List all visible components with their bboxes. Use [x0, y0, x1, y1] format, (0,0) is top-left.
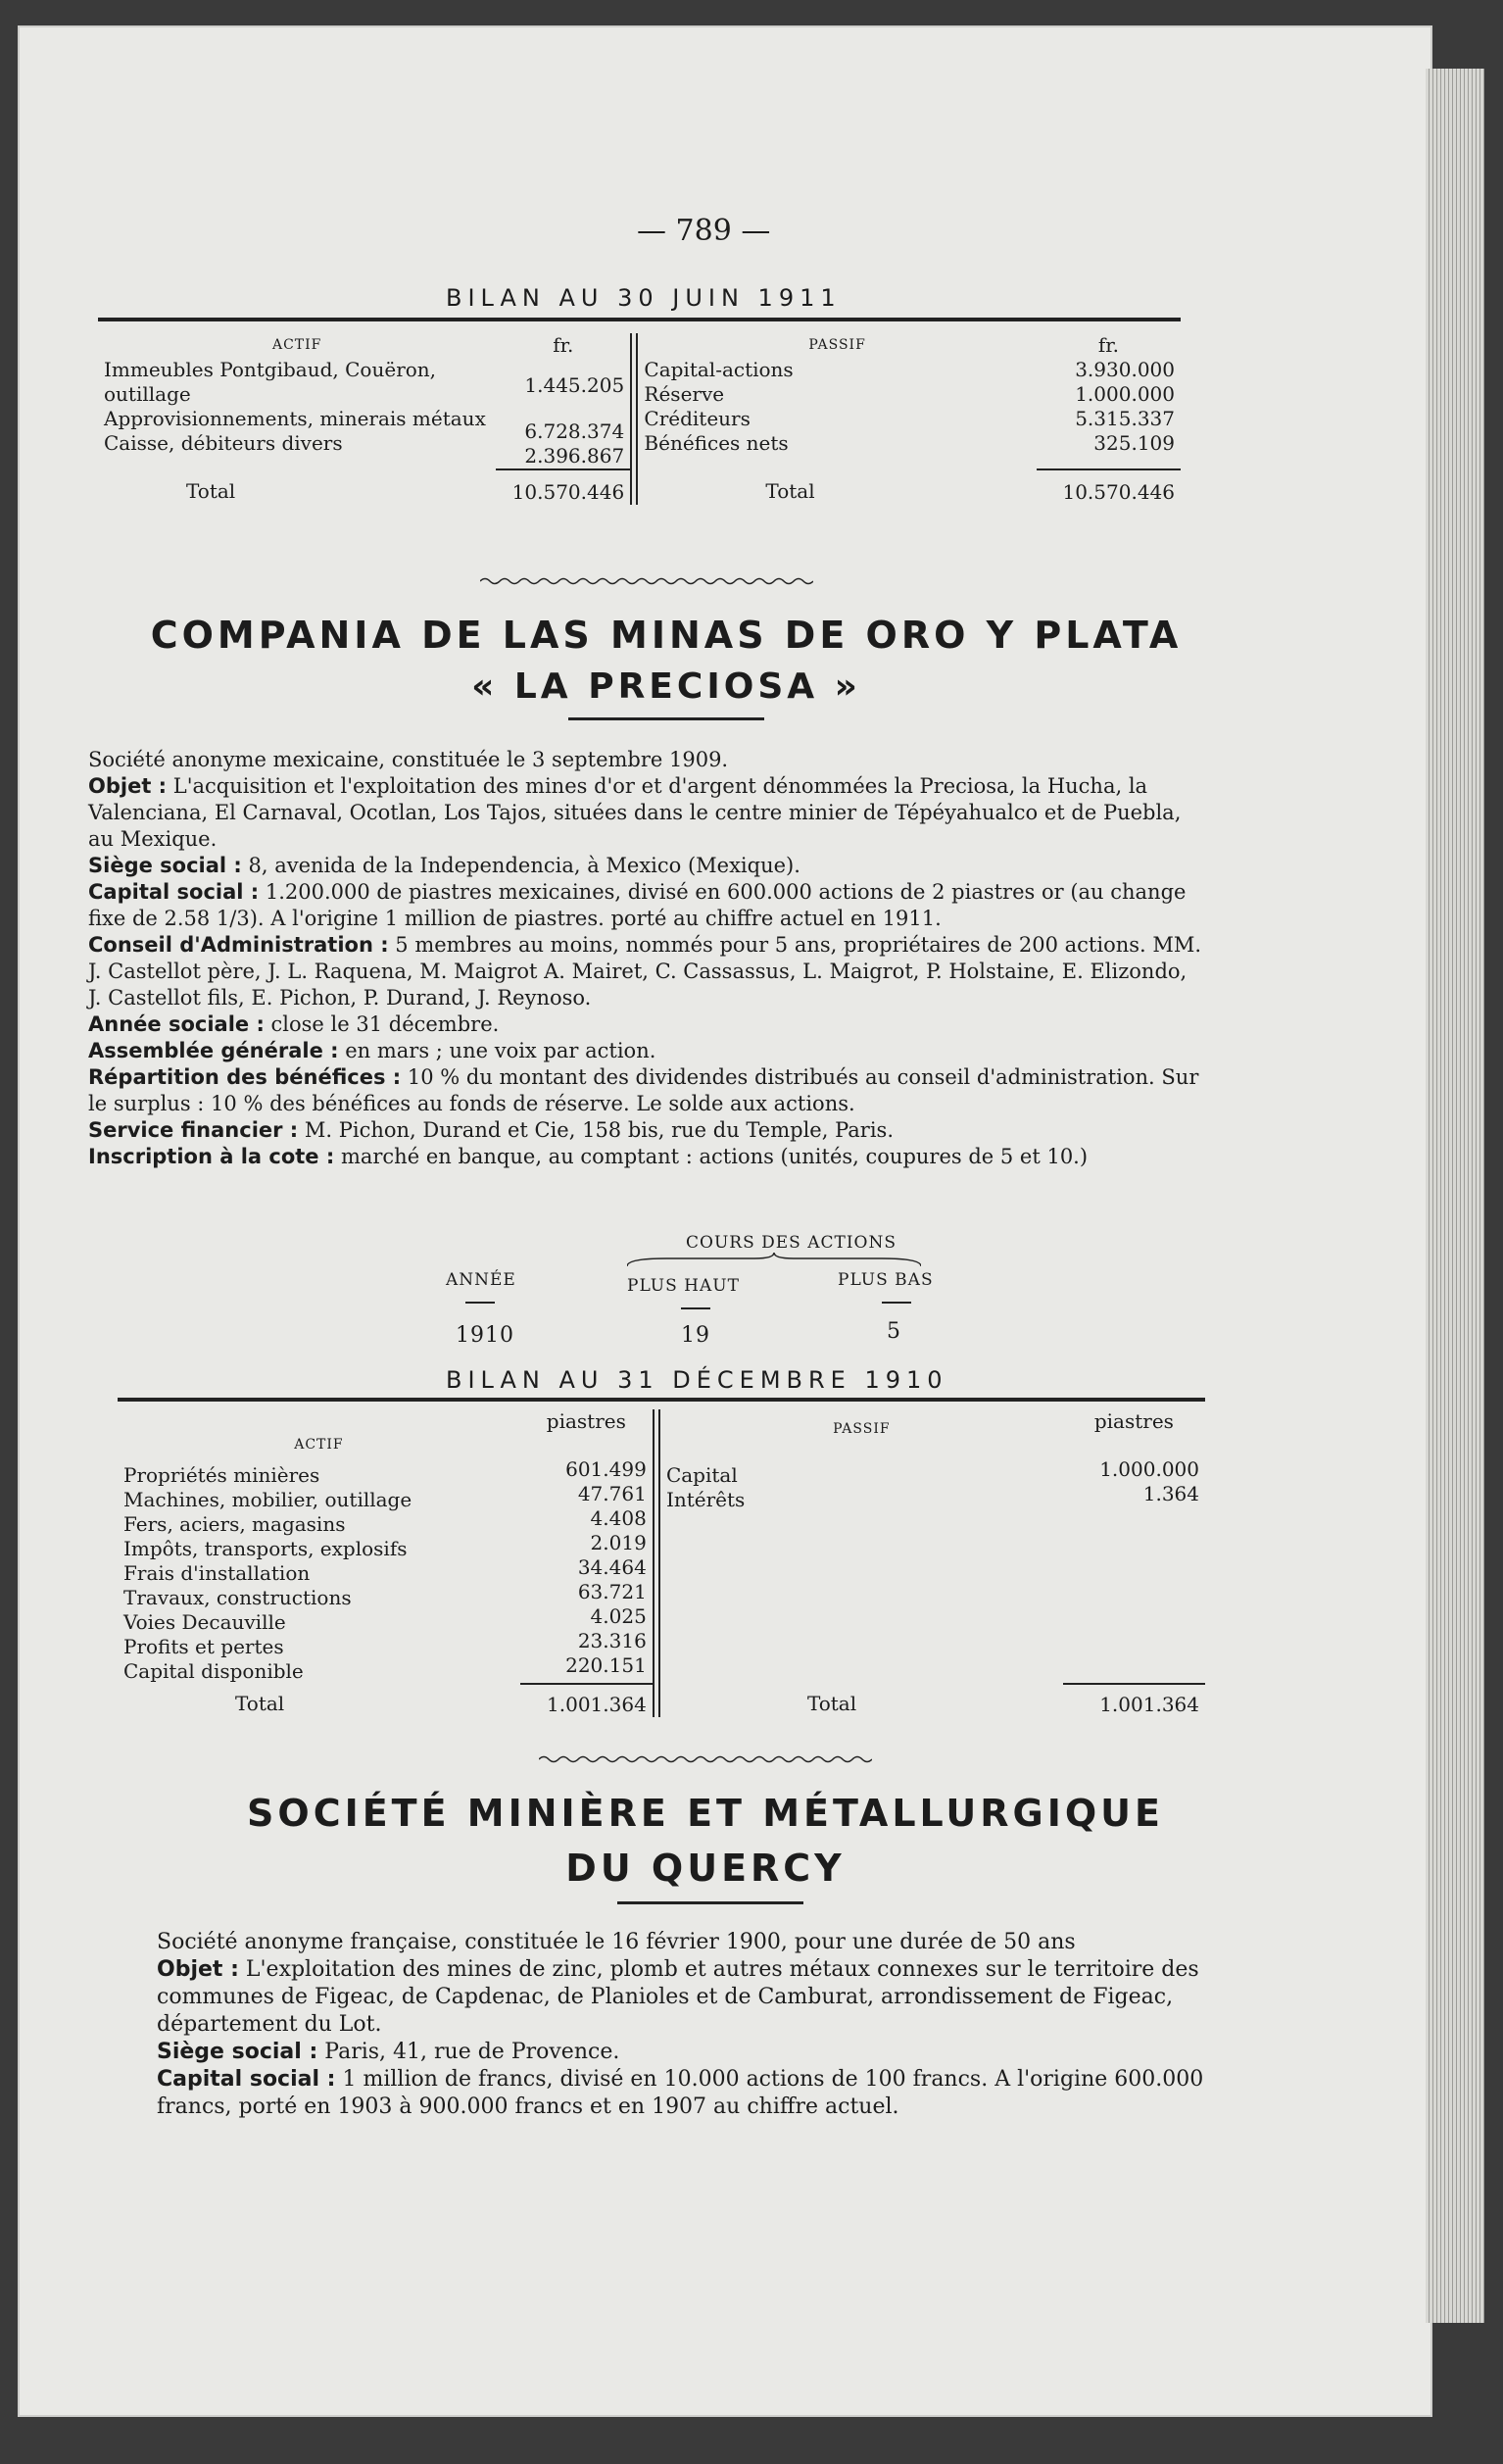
bilan-2-actif-value: 2.019 — [590, 1531, 647, 1554]
bilan-2-passif-total: 1.001.364 — [1063, 1684, 1205, 1717]
bilan-1-passif-head: PASSIF — [808, 337, 866, 353]
bilan-1-actif-label: Approvisionnements, minerais métaux — [104, 407, 486, 430]
cours-col-haut: PLUS HAUT — [627, 1276, 740, 1296]
bilan-2-actif-label: Capital disponible — [123, 1659, 304, 1683]
cours-annee-value: 1910 — [456, 1323, 514, 1348]
cours-title: COURS DES ACTIONS — [686, 1233, 897, 1253]
bilan-1-top-rule — [98, 318, 1181, 321]
bilan-2-actif-label: Travaux, constructions — [123, 1586, 352, 1609]
bilan-2-actif-value: 601.499 — [565, 1457, 647, 1481]
bilan-2-actif-head: ACTIF — [294, 1437, 344, 1453]
company-2-name-line2: DU QUERCY — [565, 1847, 846, 1890]
bilan-2-passif-label: Capital — [665, 1463, 738, 1487]
bilan-1-passif-label: Réserve — [644, 382, 725, 406]
company-2-field-objet: Objet : L'exploitation des mines de zinc, plomb et autres métaux connexes sur le territoire des communes de Figeac, de Capdenac, de Planioles et de Camburat, arrondissement de Figeac, département du Lot. — [157, 1957, 1199, 2037]
bilan-1-table — [98, 333, 1181, 505]
separator-wave-2 — [539, 1754, 872, 1764]
bilan-1-actif-label: Caisse, débiteurs divers — [104, 431, 343, 455]
bilan-1-actif-total-label: Total — [186, 479, 236, 503]
company-1-field-siege: Siège social : 8, avenida de la Independencia, à Mexico (Mexique). — [88, 854, 800, 877]
cours-dash — [882, 1302, 911, 1304]
bilan-1-passif-total: 10.570.446 — [1037, 469, 1181, 505]
bilan-1-actif-value: 6.728.374 — [524, 419, 625, 443]
bilan-1-actif-label: Immeubles Pontgibaud, Couëron, outillage — [104, 358, 437, 406]
page-number: — 789 — — [637, 214, 771, 248]
company-2-rule — [617, 1901, 803, 1904]
bilan-2-actif-value: 4.408 — [590, 1506, 647, 1530]
cours-col-bas: PLUS BAS — [838, 1270, 934, 1290]
company-1-field-conseil: Conseil d'Administration : 5 membres au moins, nommés pour 5 ans, propriétaires de 200 actions. MM. J. Castellot père, J. L. Raquena, M. Maigrot A. Mairet, C. Cassassus, L. Maigrot, P. Holstaine, E. Elizondo, J. Castellot fils, E. Pichon, P. Durand, J. Reynoso. — [88, 933, 1202, 1010]
bilan-1-passif-value: 3.930.000 — [1075, 358, 1175, 381]
bilan-2-actif-label: Profits et pertes — [123, 1635, 284, 1658]
bilan-2-actif-label: Impôts, transports, explosifs — [123, 1537, 408, 1560]
bilan-2-actif-value: 4.025 — [590, 1604, 647, 1628]
bilan-2-passif-value: 1.000.000 — [1099, 1457, 1199, 1481]
bilan-1-passif-label: Capital-actions — [644, 358, 794, 381]
bilan-2-actif-label: Fers, aciers, magasins — [123, 1512, 346, 1536]
bilan-2-passif-head: PASSIF — [833, 1421, 891, 1437]
separator-wave-1 — [480, 576, 813, 586]
cours-haut-value: 19 — [681, 1323, 710, 1348]
bilan-1-actif-unit: fr. — [553, 333, 574, 357]
company-1-name-line1: COMPANIA DE LAS MINAS DE ORO Y PLATA — [150, 614, 1183, 657]
bilan-2-actif-label: Propriétés minières — [123, 1463, 320, 1487]
bilan-1-actif-value: 2.396.867 — [524, 444, 625, 468]
company-1-name-line2: « LA PRECIOSA » — [471, 666, 861, 707]
bilan-1-passif-value: 1.000.000 — [1075, 382, 1175, 406]
cours-dash — [681, 1307, 710, 1309]
company-2-field-siege: Siège social : Paris, 41, rue de Provence. — [157, 2040, 620, 2064]
bilan-2-actif-value: 220.151 — [565, 1653, 647, 1677]
company-1-field-annee: Année sociale : close le 31 décembre. — [88, 1012, 500, 1036]
bilan-2-actif-value: 63.721 — [577, 1580, 647, 1603]
bilan-1-actif-value: 1.445.205 — [524, 373, 625, 397]
company-1-intro: Société anonyme mexicaine, constituée le 3 septembre 1909. — [88, 748, 729, 771]
cours-dash — [465, 1302, 495, 1304]
company-2-name-line1: SOCIÉTÉ MINIÈRE ET MÉTALLURGIQUE — [247, 1792, 1164, 1835]
bilan-1-passif-total-label: Total — [765, 479, 815, 503]
page-edges — [1426, 69, 1484, 2323]
bilan-2-actif-value: 47.761 — [577, 1482, 647, 1505]
bilan-2-actif-total-label: Total — [235, 1692, 285, 1715]
bilan-2-actif-total: 1.001.364 — [520, 1684, 654, 1717]
cours-brace — [627, 1253, 921, 1268]
bilan-1-passif-value: 5.315.337 — [1075, 407, 1175, 430]
bilan-2-passif-unit: piastres — [1093, 1409, 1174, 1433]
company-1-field-repartition: Répartition des bénéfices : 10 % du montant des dividendes distribués au conseil d'administration. Sur le surplus : 10 % des bénéfices au fonds de réserve. Le solde aux actions. — [88, 1065, 1199, 1115]
bilan-1-actif-total: 10.570.446 — [496, 469, 631, 505]
cours-bas-value: 5 — [887, 1319, 901, 1344]
bilan-2-actif-value: 23.316 — [577, 1629, 647, 1652]
bilan-2-passif-total-label: Total — [806, 1692, 857, 1715]
book-page — [20, 27, 1430, 2415]
bilan-2-passif-value: 1.364 — [1142, 1482, 1199, 1505]
bilan-1-passif-label: Bénéfices nets — [644, 431, 789, 455]
bilan-2-passif-label: Intérêts — [665, 1488, 746, 1511]
bilan-1-passif-unit: fr. — [1097, 333, 1119, 357]
company-1-field-assemblee: Assemblée générale : en mars ; une voix par action. — [88, 1039, 656, 1062]
company-1-text — [88, 747, 1205, 1170]
bilan-1-title: BILAN AU 30 JUIN 1911 — [446, 284, 842, 312]
cours-col-annee: ANNÉE — [446, 1270, 516, 1290]
bilan-2-table — [118, 1409, 1205, 1717]
bilan-1-actif-head: ACTIF — [271, 337, 322, 353]
company-1-field-objet: Objet : L'acquisition et l'exploitation des mines d'or et d'argent dénommées la Preciosa, la Hucha, la Valenciana, El Carnaval, Ocotlan, Los Tajos, situées dans le centre minier de Tépéyahualco et de Puebla, au Mexique. — [88, 774, 1182, 851]
bilan-2-actif-unit: piastres — [546, 1409, 626, 1433]
bilan-1-passif-value: 325.109 — [1093, 431, 1175, 455]
company-1-field-inscription: Inscription à la cote : marché en banque, au comptant : actions (unités, coupures de 5 et 10.) — [88, 1145, 1089, 1168]
bilan-2-actif-label: Machines, mobilier, outillage — [123, 1488, 412, 1511]
company-2-intro: Société anonyme française, constituée le 16 février 1900, pour une durée de 50 ans — [157, 1930, 1076, 1954]
company-2-field-capital: Capital social : 1 million de francs, divisé en 10.000 actions de 100 francs. A l'origine 600.000 francs, porté en 1903 à 900.000 francs et en 1907 au chiffre actuel. — [157, 2067, 1204, 2119]
company-1-rule — [568, 717, 764, 720]
bilan-2-title: BILAN AU 31 DÉCEMBRE 1910 — [446, 1366, 948, 1394]
company-1-field-service: Service financier : M. Pichon, Durand et Cie, 158 bis, rue du Temple, Paris. — [88, 1118, 895, 1142]
bilan-2-top-rule — [118, 1398, 1205, 1402]
company-2-text — [157, 1929, 1235, 2121]
bilan-2-actif-label: Voies Decauville — [123, 1610, 286, 1634]
bilan-2-actif-value: 34.464 — [577, 1555, 647, 1579]
company-1-field-capital: Capital social : 1.200.000 de piastres mexicaines, divisé en 600.000 actions de 2 piastres or (au change fixe de 2.58 1/3). A l'origine 1 million de piastres. porté au chiffre actuel en 1911. — [88, 880, 1187, 930]
bilan-2-actif-label: Frais d'installation — [123, 1561, 311, 1585]
bilan-1-passif-label: Créditeurs — [644, 407, 751, 430]
